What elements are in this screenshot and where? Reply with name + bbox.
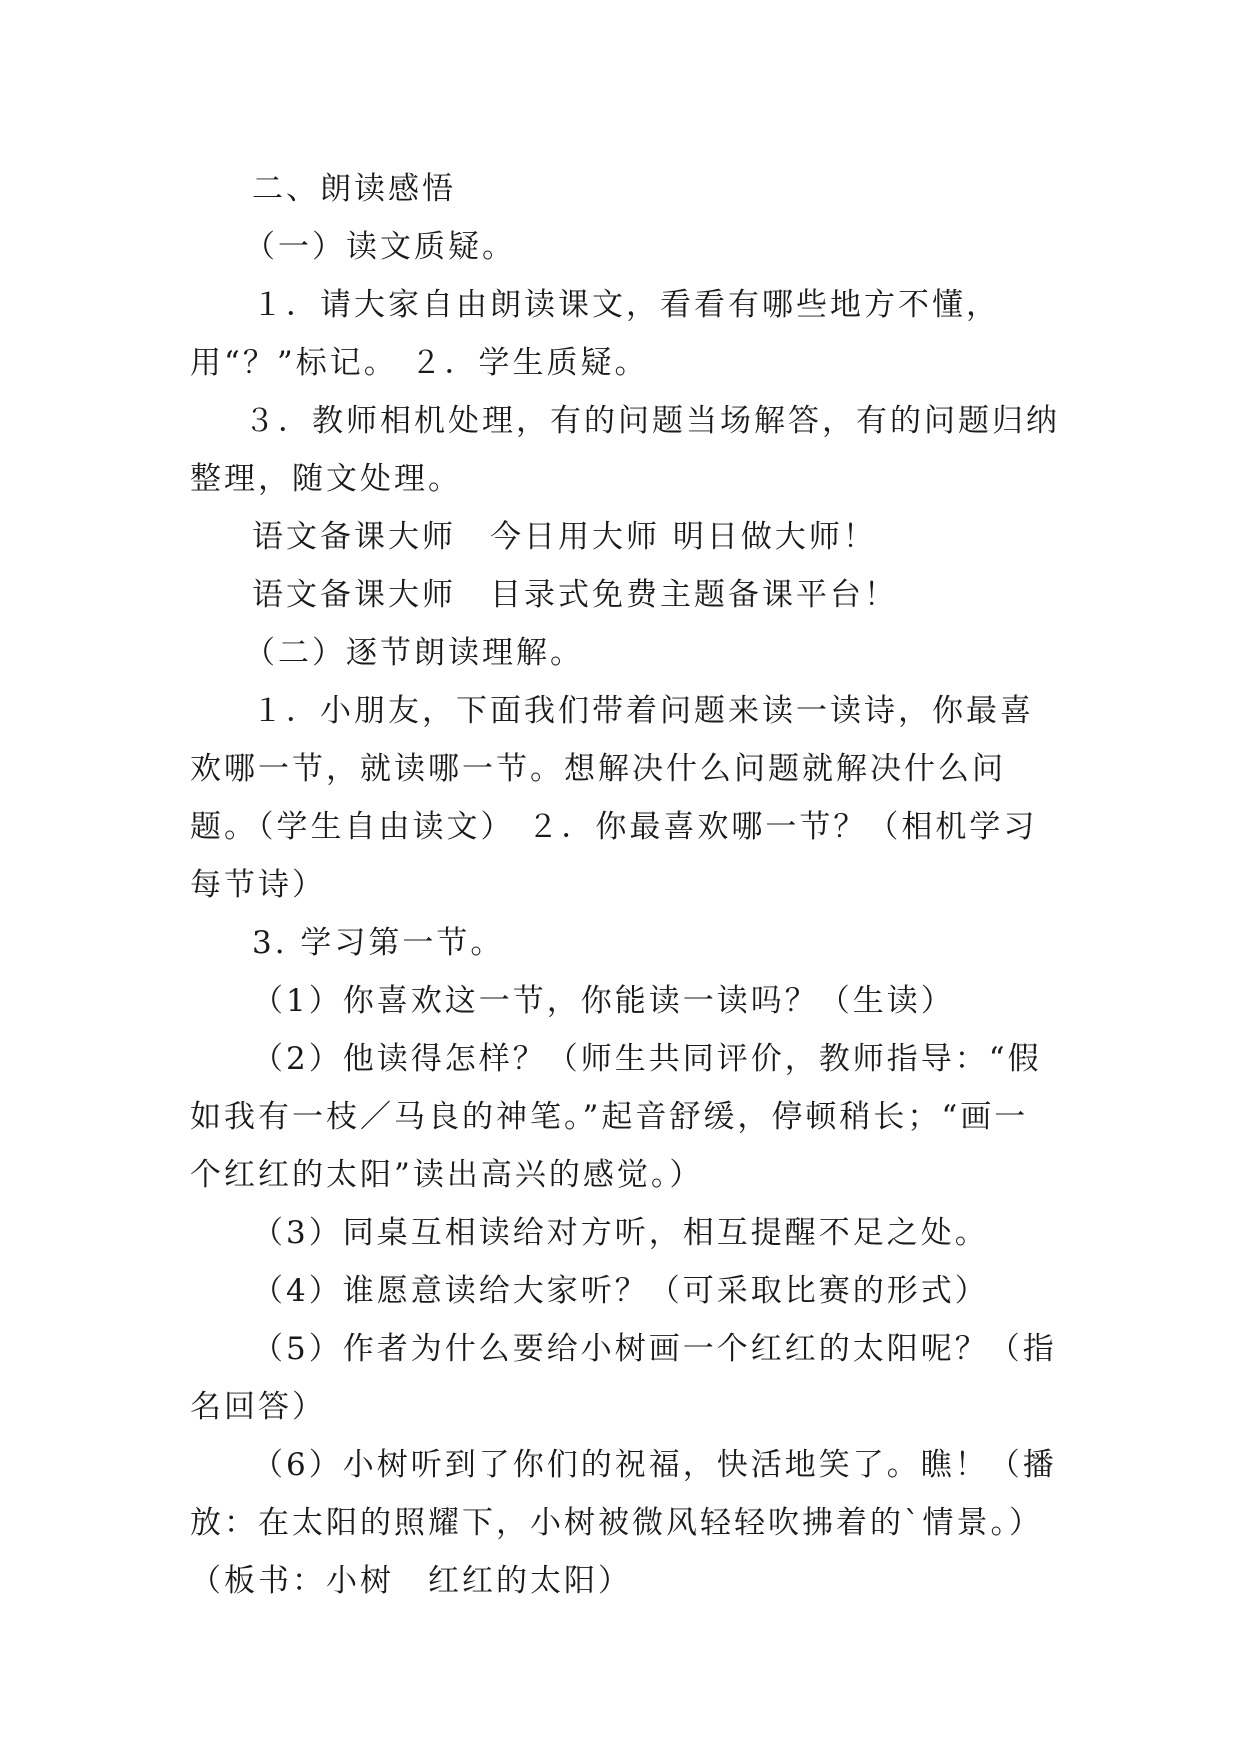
paragraph: １．小朋友，下面我们带着问题来读一读诗，你最喜欢哪一节，就读哪一节。想解决什么问题就解决什么问题。（学生自由读文） ２．你最喜欢哪一节？（相机学习每节诗） bbox=[190, 693, 1038, 903]
paragraph: （5）作者为什么要给小树画一个红红的太阳呢？（指名回答） bbox=[190, 1331, 1057, 1425]
section-heading: 二、朗读感悟 bbox=[252, 171, 456, 207]
paragraph: （4）谁愿意读给大家听？（可采取比赛的形式） bbox=[252, 1273, 989, 1309]
paragraph: （2）他读得怎样？（师生共同评价，教师指导：“假如我有一枝／马良的神笔。”起音舒缓，停顿稍长；“画一个红红的太阳”读出高兴的感觉。） bbox=[190, 1041, 1042, 1193]
sub-heading: （一）读文质疑。 bbox=[244, 229, 516, 265]
paragraph: （3）同桌互相读给对方听，相互提醒不足之处。 bbox=[252, 1215, 989, 1251]
paragraph: ３．教师相机处理，有的问题当场解答，有的问题归纳整理，随文处理。 bbox=[190, 403, 1060, 497]
paragraph: （6）小树听到了你们的祝福，快活地笑了。瞧！（播放：在太阳的照耀下，小树被微风轻轻吹拂着的`情景。）（板书：小树 红红的太阳） bbox=[190, 1447, 1057, 1599]
paragraph: １．请大家自由朗读课文，看看有哪些地方不懂，用“？”标记。 ２．学生质疑。 bbox=[190, 287, 1000, 381]
promo-line: 语文备课大师 目录式免费主题备课平台！ bbox=[252, 577, 898, 613]
sub-heading: （二）逐节朗读理解。 bbox=[244, 635, 584, 671]
document-body bbox=[190, 160, 1060, 1610]
paragraph: 3. 学习第一节。 bbox=[252, 925, 505, 961]
promo-line: 语文备课大师 今日用大师 明日做大师！ bbox=[252, 519, 877, 555]
paragraph: （1）你喜欢这一节，你能读一读吗？（生读） bbox=[252, 983, 955, 1019]
